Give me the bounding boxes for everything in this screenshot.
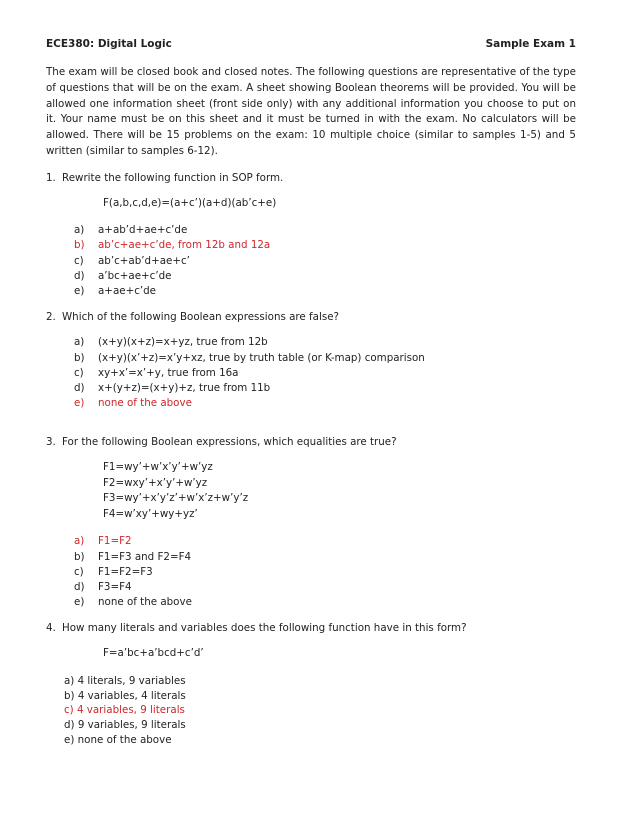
option-b: b) F1=F3 and F2=F4 <box>74 550 192 563</box>
option-e: e) none of the above <box>64 734 172 747</box>
option-a: a) 4 literals, 9 variables <box>64 674 186 687</box>
expression-line: F4=w’xy’+wy+yz’ <box>103 507 198 520</box>
question-number: 1. <box>46 171 56 184</box>
exam-page <box>46 38 576 748</box>
expression-line: F2=wxy’+x’y’+w’yz <box>103 476 208 489</box>
expression-line: F1=wy’+w’x’y’+w’yz <box>103 461 213 474</box>
question-expression <box>103 646 576 662</box>
option-d: d) 9 variables, 9 literals <box>64 719 186 732</box>
option-b: b) (x+y)(x’+z)=x’y+xz, true by truth table (or K-map) comparison <box>74 351 425 364</box>
expression-line: F3=wy’+x’y’z’+w’x’z+w’y’z <box>103 492 249 505</box>
option-c: c) xy+x’=x’+y, true from 16a <box>74 366 239 379</box>
option-a: a) (x+y)(x+z)=x+yz, true from 12b <box>74 336 268 349</box>
expression-line: F(a,b,c,d,e)=(a+c’)(a+d)(ab’c+e) <box>103 196 277 209</box>
option-d: d) x+(y+z)=(x+y)+z, true from 11b <box>74 381 271 394</box>
question-number: 4. <box>46 622 56 635</box>
option-a-correct: a) F1=F2 <box>74 535 132 548</box>
question-number: 2. <box>46 311 56 324</box>
option-b: b) 4 variables, 4 literals <box>64 689 186 702</box>
question-4 <box>46 622 576 747</box>
page-header <box>46 38 576 50</box>
option-d: d) F3=F4 <box>74 580 132 593</box>
option-e: e) a+ae+c’de <box>74 285 157 298</box>
answer-options <box>74 534 576 610</box>
question-1 <box>46 172 576 300</box>
answer-options <box>64 674 576 748</box>
option-d: d) a’bc+ae+c’de <box>74 269 172 282</box>
question-3 <box>46 436 576 610</box>
course-title: ECE380: Digital Logic <box>46 38 172 50</box>
question-number: 3. <box>46 436 56 449</box>
option-c: c) ab’c+ab’d+ae+c’ <box>74 254 190 267</box>
question-expressions <box>103 460 576 522</box>
question-text: Which of the following Boolean expressions are false? <box>62 311 339 324</box>
question-expression <box>103 196 576 212</box>
exam-title: Sample Exam 1 <box>485 38 576 50</box>
question-text: How many literals and variables does the following function have in this form? <box>62 622 467 635</box>
answer-options <box>74 335 576 411</box>
option-a: a) a+ab’d+ae+c’de <box>74 224 188 237</box>
option-e: e) none of the above <box>74 596 192 609</box>
question-text: Rewrite the following function in SOP form. <box>62 171 284 184</box>
question-text: For the following Boolean expressions, which equalities are true? <box>62 436 397 449</box>
question-2 <box>46 311 576 411</box>
option-b-correct: b) ab’c+ae+c’de, from 12b and 12a <box>74 239 271 252</box>
option-c-correct: c) 4 variables, 9 literals <box>64 704 185 717</box>
intro-paragraph: The exam will be closed book and closed notes. The following questions are representative of the type of questions that will be on the exam. A sheet showing Boolean theorems will be provided. You will be allowed one information sheet (front side only) with any additional information you choose to put on it. Your name must be on this sheet and it must be turned in with the exam. No calculators will be allowed. There will be 15 problems on the exam: 10 multiple choice (similar to samples 1-5) and 5 written (similar to samples 6-12). <box>46 66 576 157</box>
expression-line: F=a’bc+a’bcd+c’d’ <box>103 647 204 660</box>
option-c: c) F1=F2=F3 <box>74 565 153 578</box>
option-e-correct: e) none of the above <box>74 397 192 410</box>
answer-options <box>74 223 576 299</box>
